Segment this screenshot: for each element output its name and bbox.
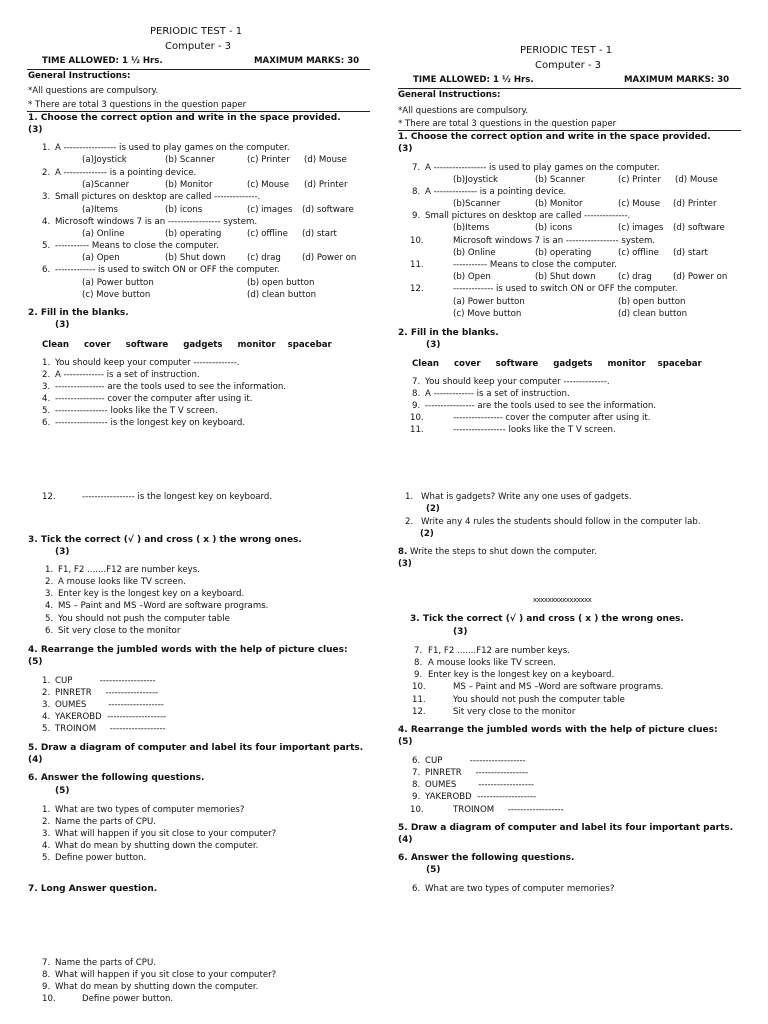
right-q8-text: Write the steps to shut down the computer. [410,547,598,557]
right-s2-marks: (3) [426,340,441,350]
left-s4-marks: (5) [28,657,43,667]
right-s5-marks: (4) [398,835,413,845]
right-gi-2: * There are total 3 questions in the question paper [398,119,617,129]
left-s5-marks: (4) [28,755,43,765]
left-s6-marks: (5) [55,786,70,796]
right-s3-title: 3. Tick the correct (√ ) and cross ( x ) the wrong ones. [410,614,684,624]
left-s1-marks: (3) [28,125,43,135]
right-extra-q2-marks: (2) [420,529,434,539]
left-s1-title: 1. Choose the correct option and write in the space provided. [28,113,341,123]
right-s5-title: 5. Draw a diagram of computer and label its four important parts. [398,823,734,833]
left-s2-title: 2. Fill in the blanks. [28,308,129,318]
left-s4-title: 4. Rearrange the jumbled words with the help of picture clues: [28,645,348,655]
right-s2-wordbank: Clean cover software gadgets monitor spacebar [412,359,702,369]
right-extra-q1-marks: (2) [426,504,440,514]
left-s5-title: 5. Draw a diagram of computer and label its four important parts. [28,743,364,753]
left-gi-2: * There are total 3 questions in the question paper [28,100,247,110]
right-s4-marks: (5) [398,737,413,747]
right-gi-rule [398,130,741,131]
left-s3-marks: (3) [55,547,70,557]
left-header-rule [27,69,370,70]
left-gi-rule [27,111,370,112]
right-subject: Computer - 3 [535,60,602,71]
right-s4-title: 4. Rearrange the jumbled words with the help of picture clues: [398,725,718,735]
right-gi-title: General Instructions: [398,90,501,100]
separator: xxxxxxxxxxxxxxxx [533,596,592,604]
left-s6-title: 6. Answer the following questions. [28,773,205,783]
left-test-title: PERIODIC TEST - 1 [150,26,243,37]
right-s1-marks: (3) [398,144,413,154]
right-test-title: PERIODIC TEST - 1 [520,45,613,56]
right-s6-marks: (5) [426,865,441,875]
left-time-allowed: TIME ALLOWED: 1 ½ Hrs. [42,56,163,66]
left-s3-title: 3. Tick the correct (√ ) and cross ( x ) the wrong ones. [28,535,302,545]
left-subject: Computer - 3 [165,41,232,52]
left-max-marks: MAXIMUM MARKS: 30 [254,56,360,66]
right-q8-marks: (3) [398,559,412,569]
right-s3-marks: (3) [453,627,468,637]
left-gi-title: General Instructions: [28,71,131,81]
right-q8-number: 8. [398,547,408,557]
left-s2-marks: (3) [55,320,70,330]
right-max-marks: MAXIMUM MARKS: 30 [624,75,730,85]
left-gi-1: *All questions are compulsory. [28,86,159,96]
right-s6-title: 6. Answer the following questions. [398,853,575,863]
right-s2-title: 2. Fill in the blanks. [398,328,499,338]
right-time-allowed: TIME ALLOWED: 1 ½ Hrs. [413,75,534,85]
right-s1-title: 1. Choose the correct option and write in the space provided. [398,132,711,142]
right-gi-1: *All questions are compulsory. [398,106,529,116]
left-s7-title: 7. Long Answer question. [28,884,158,894]
right-header-rule [398,88,741,89]
left-s2-wordbank: Clean cover software gadgets monitor spacebar [42,340,332,350]
